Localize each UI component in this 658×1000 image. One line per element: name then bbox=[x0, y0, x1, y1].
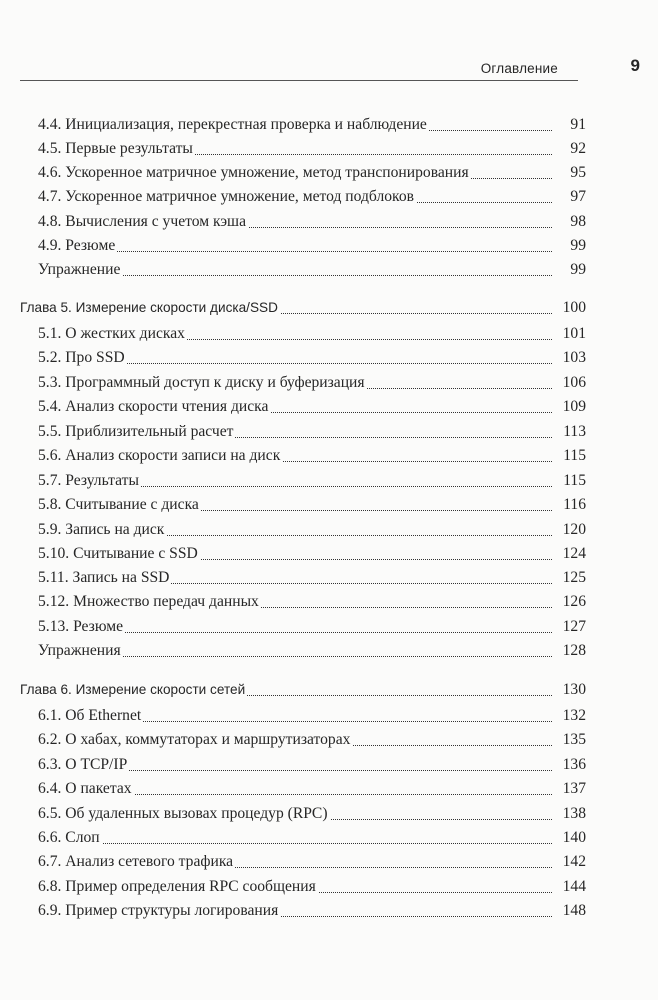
running-header bbox=[20, 56, 640, 81]
toc-entry bbox=[38, 780, 586, 800]
toc-entry bbox=[38, 447, 586, 467]
toc-entry bbox=[38, 423, 586, 443]
entry-title: 4.9. Резюме bbox=[38, 237, 116, 254]
entry-title: 4.4. Инициализация, перекрестная проверка и наблюдение bbox=[38, 116, 427, 133]
entry-page-number: 97 bbox=[570, 188, 586, 205]
toc-entry bbox=[38, 853, 586, 873]
toc-entry bbox=[38, 398, 586, 418]
toc-entry bbox=[38, 521, 586, 541]
entry-title: 6.8. Пример определения RPC сообщения bbox=[38, 878, 316, 895]
entry-title: 5.9. Запись на диск bbox=[38, 521, 165, 538]
toc-entry bbox=[38, 349, 586, 369]
entry-page-number: 100 bbox=[562, 299, 586, 316]
entry-page-number: 91 bbox=[570, 116, 586, 133]
entry-title: 6.9. Пример структуры логирования bbox=[38, 902, 279, 919]
toc-entry bbox=[38, 593, 586, 613]
entry-page-number: 127 bbox=[562, 618, 586, 635]
entry-title: 4.7. Ускоренное матричное умножение, метод подблоков bbox=[38, 188, 414, 205]
entry-page-number: 136 bbox=[562, 756, 586, 773]
dot-leader bbox=[48, 275, 552, 276]
entry-title: 5.8. Считывание с диска bbox=[38, 496, 199, 513]
entry-page-number: 95 bbox=[570, 164, 586, 181]
entry-page-number: 144 bbox=[562, 878, 586, 895]
entry-title: 5.10. Считывание с SSD bbox=[38, 545, 198, 562]
chapter-title: Глава 6. Измерение скорости сетей bbox=[20, 682, 246, 697]
dot-leader bbox=[48, 251, 552, 252]
entry-page-number: 116 bbox=[563, 496, 586, 513]
chapter-title: Глава 5. Измерение скорости диска/SSD bbox=[20, 300, 278, 315]
entry-title: 6.1. Об Ethernet bbox=[38, 707, 142, 724]
toc-entry bbox=[38, 261, 586, 281]
entry-page-number: 126 bbox=[562, 593, 586, 610]
entry-title: 5.4. Анализ скорости чтения диска bbox=[38, 398, 269, 415]
entry-title: 5.5. Приблизительный расчет bbox=[38, 423, 234, 440]
toc-chapter bbox=[20, 681, 586, 701]
toc-entry bbox=[38, 188, 586, 208]
toc-entry bbox=[38, 756, 586, 776]
entry-page-number: 92 bbox=[570, 140, 586, 157]
entry-page-number: 130 bbox=[562, 681, 586, 698]
entry-page-number: 115 bbox=[563, 447, 586, 464]
entry-title: 6.2. О хабах, коммутаторах и маршрутизаторах bbox=[38, 731, 351, 748]
toc-entry bbox=[38, 707, 586, 727]
entry-title: 5.1. О жестких дисках bbox=[38, 325, 185, 342]
entry-title: 6.5. Об удаленных вызовах процедур (RPC) bbox=[38, 805, 328, 822]
entry-page-number: 98 bbox=[570, 213, 586, 230]
entry-page-number: 106 bbox=[562, 374, 586, 391]
entry-title: 4.5. Первые результаты bbox=[38, 140, 193, 157]
toc-entry bbox=[38, 116, 586, 136]
entry-title: 5.6. Анализ скорости записи на диск bbox=[38, 447, 281, 464]
entry-page-number: 120 bbox=[562, 521, 586, 538]
entry-title: Упражнение bbox=[38, 261, 121, 278]
toc-entry bbox=[38, 325, 586, 345]
entry-page-number: 138 bbox=[562, 805, 586, 822]
entry-page-number: 124 bbox=[562, 545, 586, 562]
entry-title: 6.4. О пакетах bbox=[38, 780, 132, 797]
entry-title: Упражнения bbox=[38, 642, 121, 659]
entry-page-number: 103 bbox=[562, 349, 586, 366]
entry-title: 5.12. Множество передач данных bbox=[38, 593, 259, 610]
toc-entry bbox=[38, 878, 586, 898]
entry-title: 5.3. Программный доступ к диску и буферизация bbox=[38, 374, 365, 391]
entry-page-number: 137 bbox=[562, 780, 586, 797]
dot-leader bbox=[48, 656, 552, 657]
entry-title: 5.13. Резюме bbox=[38, 618, 124, 635]
entry-page-number: 99 bbox=[570, 261, 586, 278]
entry-page-number: 109 bbox=[562, 398, 586, 415]
toc-entry bbox=[38, 237, 586, 257]
toc-entry bbox=[38, 164, 586, 184]
toc-entry bbox=[38, 829, 586, 849]
toc-entry bbox=[38, 472, 586, 492]
entry-title: 6.3. О TCP/IP bbox=[38, 756, 128, 773]
toc-entry bbox=[38, 545, 586, 565]
toc-entry bbox=[38, 731, 586, 751]
toc-entry bbox=[38, 374, 586, 394]
entry-page-number: 125 bbox=[562, 569, 586, 586]
toc-entry bbox=[38, 642, 586, 662]
toc-entry bbox=[38, 569, 586, 589]
toc-entry bbox=[38, 213, 586, 233]
entry-page-number: 101 bbox=[562, 325, 586, 342]
entry-page-number: 115 bbox=[563, 472, 586, 489]
entry-page-number: 135 bbox=[562, 731, 586, 748]
entry-title: 6.7. Анализ сетевого трафика bbox=[38, 853, 234, 870]
entry-title: 6.6. Слоп bbox=[38, 829, 100, 846]
page-number: 9 bbox=[630, 56, 640, 75]
entry-title: 5.11. Запись на SSD bbox=[38, 569, 170, 586]
toc-entry bbox=[38, 140, 586, 160]
entry-title: 4.6. Ускоренное матричное умножение, метод транспонирования bbox=[38, 164, 469, 181]
entry-page-number: 128 bbox=[562, 642, 586, 659]
entry-page-number: 148 bbox=[562, 902, 586, 919]
entry-title: 4.8. Вычисления с учетом кэша bbox=[38, 213, 246, 230]
entry-title: 5.7. Результаты bbox=[38, 472, 139, 489]
toc-entry bbox=[38, 496, 586, 516]
toc-chapter bbox=[20, 299, 586, 319]
dot-leader bbox=[48, 843, 552, 844]
entry-page-number: 140 bbox=[562, 829, 586, 846]
running-title: Оглавление bbox=[480, 61, 558, 76]
entry-page-number: 142 bbox=[562, 853, 586, 870]
entry-page-number: 99 bbox=[570, 237, 586, 254]
entry-page-number: 132 bbox=[562, 707, 586, 724]
toc-entry bbox=[38, 805, 586, 825]
entry-page-number: 113 bbox=[563, 423, 586, 440]
toc-entry bbox=[38, 902, 586, 922]
entry-title: 5.2. Про SSD bbox=[38, 349, 125, 366]
toc-entry bbox=[38, 618, 586, 638]
